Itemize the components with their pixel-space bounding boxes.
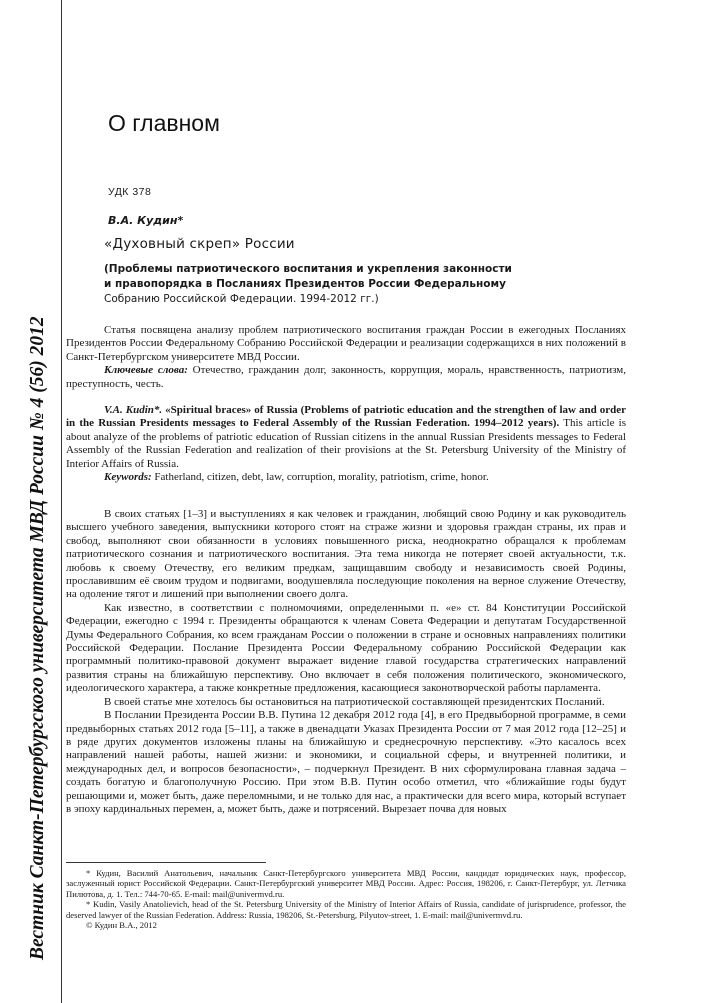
body-paragraph: В своей статье мне хотелось бы остановиться на патриотической составляющей президентских Посланий.: [104, 695, 605, 708]
vertical-divider: [61, 0, 62, 1003]
keywords-en-text: Fatherland, citizen, debt, law, corruption, morality, patriotism, crime, honor.: [154, 471, 489, 484]
en-author: V.A. Kudin*.: [104, 404, 163, 416]
udk-code: УДК 378: [108, 186, 152, 198]
article-body: [66, 508, 626, 816]
article-subtitle: [104, 262, 524, 307]
subtitle-line: Собранию Российской Федерации. 1994-2012 гг.): [104, 293, 379, 305]
footnotes: [66, 868, 626, 930]
keywords-ru-text: Отечество, гражданин долг, законность, коррупция, мораль, нравственность, патриотизм, преступность, честь.: [66, 364, 627, 390]
subtitle-line: (Проблемы патриотического воспитания и укрепления законности: [104, 263, 512, 275]
section-title: О главном: [108, 110, 220, 136]
keywords-ru-label: Ключевые слова:: [104, 364, 188, 377]
abstract-ru: [66, 324, 626, 391]
footnote-en: * Kudin, Vasily Anatolievich, head of the St. Petersburg University of the Ministry of Interior Affairs of Russia, candidate of jurisprudence, professor, the deserved lawyer of the Russian Federation. Address: Russia, 198206, St.-Petersburg, Pilyutov-street, 1. E-mail: mail@univermvd.ru.: [66, 899, 626, 920]
copyright: © Кудин В.А., 2012: [86, 920, 157, 931]
subtitle-line: и правопорядка в Посланиях Президентов России Федеральному: [104, 278, 506, 290]
abstract-ru-text: Статья посвящена анализу проблем патриотического воспитания граждан России в ежегодных Посланиях Президентов России Федеральному Собранию Российской Федерации и реализации содержащихся в них положений в Санкт-Петербургском университете МВД России.: [66, 324, 626, 363]
en-title: «Spiritual braces» of Russia (Problems of patriotic education and the strengthen of law and order in the Russian Presidents messages to Federal Assembly of the Russian Federation. 1994–2012 years).: [66, 404, 627, 430]
body-paragraph: В своих статьях [1–3] и выступлениях я как человек и гражданин, любящий свою Родину и как руководитель высшего учебного заведения, выпускники которого стоят на страже жизни и здоровья граждан страны, их прав и свобод, выполняют свои обязанности в условиях повышенного риска, неоднократно обращался к проблемам патриотического сознания и патриотического воспитания. Эта тема никогда не потеряет своей актуальности, т.к. любовь к своему Отечеству, его великим предкам, защищавшим свободу и независимость своей Родины, прославившим её своим трудом и подвигами, воодушевляла последующие поколения на верное служение Отечеству, на одоление тягот и лишений при выполнении своего долга.: [66, 508, 626, 601]
footnote-ru: * Кудин, Василий Анатольевич, начальник Санкт-Петербургского университета МВД России, кандидат юридических наук, профессор, заслуженный юрист Российской Федерации. Санкт-Петербургский университет МВД России. Адрес: Россия, 198206, г. Санкт-Петербург, ул. Летчика Пилютова, д. 1. Тел.: 744-70-65. E-mail: mail@univermvd.ru.: [66, 868, 626, 899]
abstract-en-text: [66, 404, 626, 471]
body-paragraph: Как известно, в соответствии с полномочиями, определенными п. «е» ст. 84 Конституции Российской Федерации, ежегодно с 1994 г. Президенты обращаются к членам Совета Федерации и депутатам Государственной Думы Федерального Собрания, ко всем гражданам России о положении в стране и основных направлениях политики Российской Федерации. Послание Президента России Федеральному собранию Российской Федерации как программный политико-правовой документ выражает видение главой государства стратегических направлений развития страны на ближайшую перспективу. Оно включает в себя положения политического, экономического, идеологического характера, а также конкретные предложения, касающиеся законотворческой работы парламента.: [66, 601, 626, 695]
article-title: «Духовный скреп» России: [104, 236, 295, 252]
author-name: В.А. Кудин*: [108, 214, 184, 227]
footnote-divider: [66, 862, 266, 863]
abstract-en: [66, 404, 626, 484]
journal-spine-title: Вестник Санкт-Петербургского университета МВД России № 4 (56) 2012: [27, 316, 48, 960]
keywords-ru: [66, 364, 626, 391]
keywords-en: [66, 471, 626, 484]
body-paragraph: В Послании Президента России В.В. Путина 12 декабря 2012 года [4], в его Предвыборной программе, в семи предвыборных статьях 2012 года [5–11], а также в двенадцати Указах Президента России от 7 мая 2012 года [12–25] и в ряде других документов изложены планы на ближайшую и среднесрочную перспективу. «Это касалось всех направлений нашей работы, нашей жизни: и экономики, и социальной сферы, и внутренней политики, и международных дел, и вопросов безопасности», – подчеркнул Президент. В них сформулирована главная задача – создать богатую и благополучную Россию. При этом В.В. Путин особо отметил, что «ближайшие годы будут решающими и, может быть, даже переломными, и не только для нас, а практически для всего мира, который вступает в эпоху кардинальных перемен, а, может быть, даже и потрясений. Вырезает почва для новых: [66, 709, 626, 815]
keywords-en-label: Keywords:: [104, 471, 152, 484]
en-abstract-body: This article is about analyze of the problems of patriotic education of Russian citizens in the annual Russian Presidents messages to Federal Assembly of the Russian Federation and realization of their provisions at the St. Petersburg University of the Ministry of Interior Affairs of Russia.: [66, 417, 626, 470]
